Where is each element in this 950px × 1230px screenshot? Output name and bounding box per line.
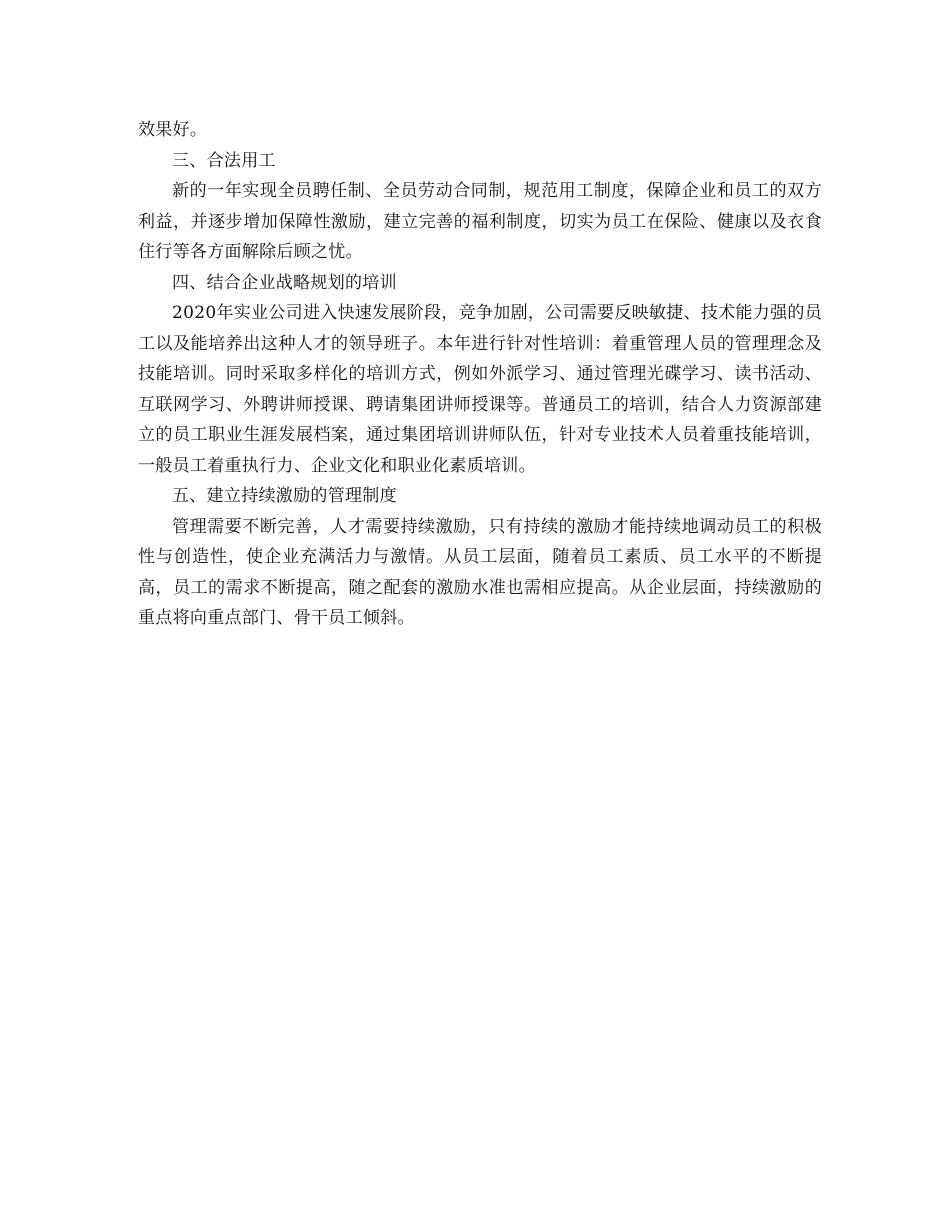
section-heading-legal-employment: 三、合法用工	[172, 150, 276, 171]
section-heading-strategic-training: 四、结合企业战略规划的培训	[172, 272, 397, 293]
section-paragraph-strategic-training: 2020年实业公司进入快速发展阶段，竞争加剧，公司需要反映敏捷、技术能力强的员工以及能培养出这种人才的领导班子。本年进行针对性培训：着重管理人员的管理理念及技能培训。同时采取多样化的培训方式，例如外派学习、通过管理光碟学习、读书活动、互联网学习、外聘讲师授课、聘请集团讲师授课等。普通员工的培训，结合人力资源部建立的员工职业生涯发展档案，通过集团培训讲师队伍，针对专业技术人员着重技能培训，一般员工着重执行力、企业文化和职业化素质培训。	[138, 303, 822, 476]
document-body	[138, 115, 822, 634]
section-paragraph-continuous-incentive: 管理需要不断完善，人才需要持续激励，只有持续的激励才能持续地调动员工的积极性与创造性，使企业充满活力与激情。从员工层面，随着员工素质、员工水平的不断提高，员工的需求不断提高，随之配套的激励水准也需相应提高。从企业层面，持续激励的重点将向重点部门、骨干员工倾斜。	[138, 516, 822, 628]
section-heading-continuous-incentive: 五、建立持续激励的管理制度	[172, 486, 397, 506]
section-paragraph-legal-employment: 新的一年实现全员聘任制、全员劳动合同制，规范用工制度，保障企业和员工的双方利益，并逐步增加保障性激励，建立完善的福利制度，切实为员工在保险、健康以及衣食住行等各方面解除后顾之忧。	[138, 181, 822, 262]
continuation-text: 效果好。	[138, 120, 208, 140]
